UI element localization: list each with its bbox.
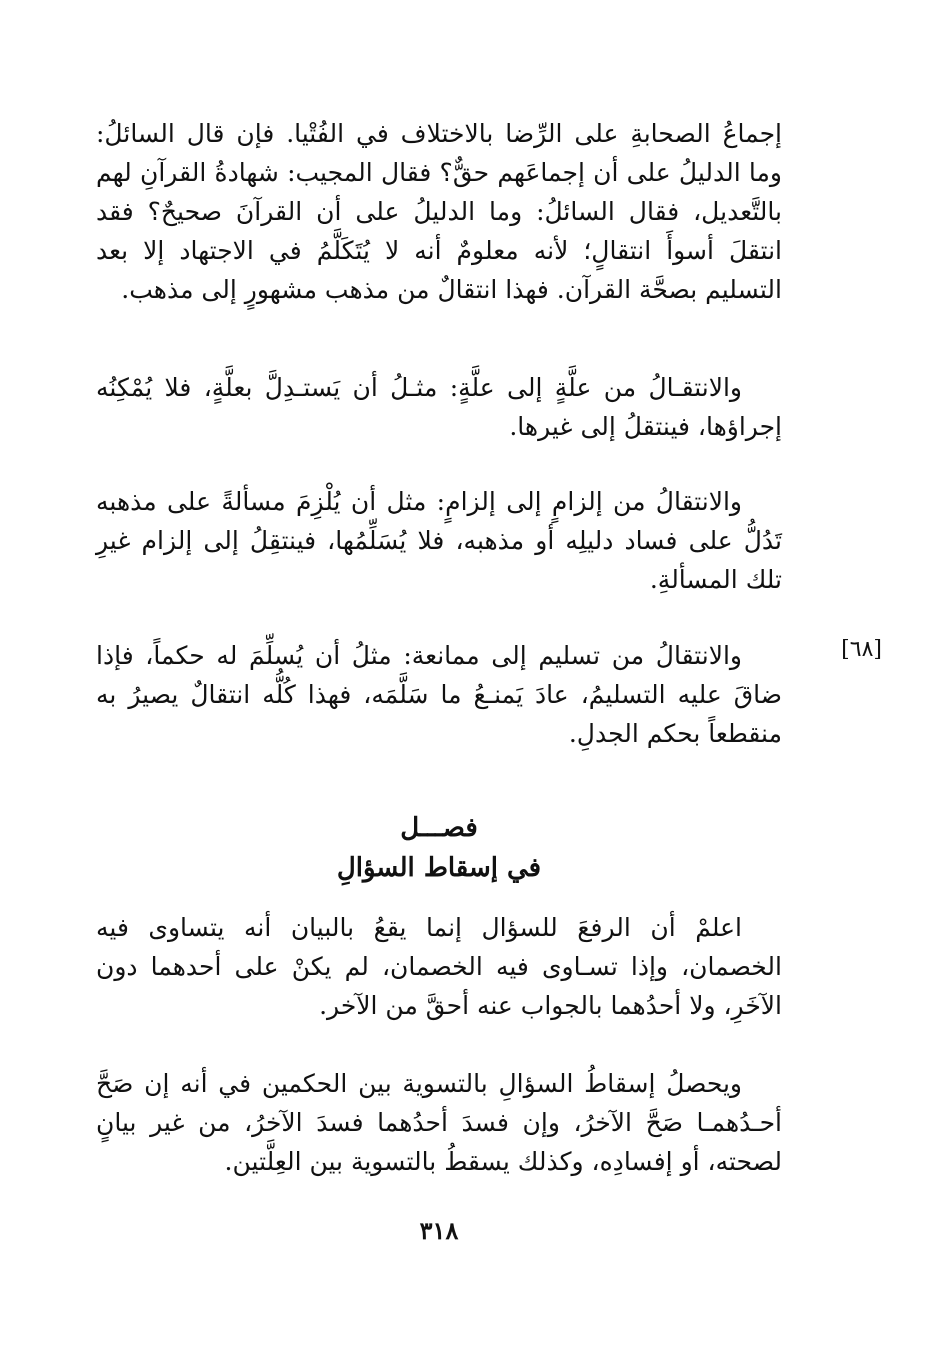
- paragraph-text: والانتقالُ من إلزامٍ إلى إلزامٍ: مثل أن يُلْزِمَ مسألةً على مذهبه تَدُلُّ على فساد دليلِه أو مذهبه، فلا يُسَلِّمُها، فينتقِلُ إلى إلزام غيرِ تلك المسألةِ.: [96, 487, 782, 594]
- paragraph-3: [96, 482, 782, 599]
- paragraph-4: [96, 636, 782, 753]
- paragraph-text: والانتقالُ من تسليم إلى ممانعة: مثلُ أن يُسلِّمَ له حكماً، فإذا ضاقَ عليه التسليمُ، عادَ يَمنـعُ ما سَلَّمَه، فهذا كُلُّه انتقالٌ يصيرُ به منقطعاً بحكم الجدلِ.: [96, 641, 782, 748]
- section-label: فصـــل: [400, 813, 478, 843]
- paragraph-text: ويحصلُ إسقاطُ السؤالِ بالتسوية بين الحكمين في أنه إن صَحَّ أحـدُهمـا صَحَّ الآخرُ، وإن فسدَ أحدُهما فسدَ الآخرُ، من غير بيانٍ لصحته، أو إفسادِه، وكذلك يسقطُ بالتسوية بين العِلَّتين.: [96, 1069, 782, 1176]
- paragraph-6: [96, 1064, 782, 1181]
- paragraph-5: [96, 908, 782, 1025]
- paragraph-text: إجماعُ الصحابةِ على الرِّضا بالاختلاف في الفُتْيا. فإن قال السائلُ: وما الدليلُ على أن إجماعَهم حقٌّ؟ فقال المجيب: شهادةُ القرآنِ لهم بالتَّعديل، فقال السائلُ: وما الدليلُ على أن القرآنَ صحيحٌ؟ فقد انتقلَ أسوأَ انتقالٍ؛ لأنه معلومٌ أنه لا يُتَكَلَّمُ في الاجتهاد إلا بعد التسليم بصحَّة القرآن. فهذا انتقالٌ من مذهب مشهورٍ إلى مذهب.: [96, 119, 782, 304]
- paragraph-2: [96, 368, 782, 446]
- paragraph-text: اعلمْ أن الرفعَ للسؤال إنما يقعُ بالبيان أنه يتساوى فيه الخصمان، وإذا تسـاوى فيه الخصمان، لم يكنْ على أحدهما دون الآخَرِ، ولا أحدُهما بالجواب عنه أحقَّ من الآخر.: [96, 913, 782, 1020]
- paragraph-1: [96, 114, 782, 309]
- margin-page-reference: [٦٨]: [841, 637, 882, 662]
- section-title: في إسقاط السؤالِ: [336, 853, 542, 883]
- page-number: ٣١٨: [419, 1216, 459, 1245]
- paragraph-text: والانتقـالُ من علَّةٍ إلى علَّةٍ: مثـلُ أن يَستـدِلَّ بعلَّةٍ، فلا يُمْكِنُه إجراؤها، فينتقلُ إلى غيرها.: [96, 373, 782, 441]
